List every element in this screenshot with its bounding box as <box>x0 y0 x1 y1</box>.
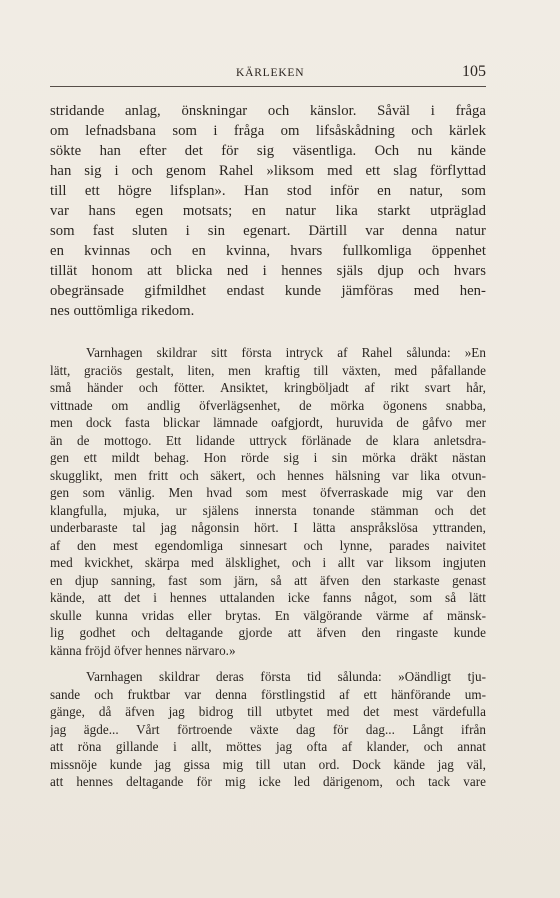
text-line: som fast sluten i sin egenart. Därtill var denna natur <box>50 223 486 239</box>
text-line: nes outtömliga rikedom. <box>50 303 195 319</box>
quote-line: känna fröjd öfver hennes närvaro.» <box>50 642 236 658</box>
quote-line: men dock fasta blickar lämnade oafgjordt, huruvida de gåfvo mer <box>50 415 486 430</box>
running-head: KÄRLEKEN <box>236 67 305 79</box>
main-paragraph <box>50 101 486 321</box>
quote-line: gen som vänlig. Men hvad som mest öfverraskade mig var den <box>50 485 486 500</box>
text-line: sökte han efter det för sig väsentliga. Och nu kände <box>50 143 486 159</box>
quote-line: underbaraste tal jag någonsin hört. I lätta anspråkslösa yttranden, <box>50 520 486 535</box>
quote-paragraph-2 <box>50 668 486 791</box>
text-line: stridande anlag, önskningar och känslor. Såväl i fråga <box>50 103 486 119</box>
text-line: om lefnadsbana som i fråga om lifsåskådning och kärlek <box>50 123 486 139</box>
quote-line: sande och fruktbar var denna förstlingstid af ett hänförande um- <box>50 686 486 702</box>
quote-line: jag ägde... Vårt förtroende växte dag för dag... Långt ifrån <box>50 721 486 737</box>
quote-line: gen ett mildt behag. Hon rörde sig i sin mörka dräkt nästan <box>50 450 486 465</box>
quote-line: små händer och fötter. Ansiktet, kringböljadt af rikt svart hår, <box>50 380 486 395</box>
quote-line: af den mest egendomliga sinnesart och lynne, parades naivitet <box>50 537 486 553</box>
page-number: 105 <box>462 63 486 80</box>
header-rule <box>50 86 486 87</box>
text-line: tillät honom att blicka ned i hennes själs djup och hvars <box>50 263 486 279</box>
page-header <box>50 63 486 86</box>
text-line: var hans egen motsats; en natur lika starkt utpräglad <box>50 203 486 219</box>
quote-paragraph-1 <box>50 344 486 659</box>
quote-line: lätt, graciös gestalt, liten, men kraftig till växten, med påfallande <box>50 362 486 378</box>
quote-line: att hennes deltagande för mig icke led därigenom, och tack vare <box>50 774 486 789</box>
quote-line: lig godhet och deltagande gjorde att äfven den ringaste kunde <box>50 625 486 640</box>
quote-line: Varnhagen skildrar deras första tid sålunda: »Oändligt tju- <box>86 669 486 684</box>
quote-line: en djup sanning, fast som järn, så att äfven den starkaste genast <box>50 572 486 588</box>
quote-line: med kvickhet, skärpa med älsklighet, och i allt var liksom ingjuten <box>50 555 486 570</box>
text-line: han sig i och genom Rahel »liksom med ett slag förflyttad <box>50 163 486 179</box>
quote-line: kände, att det i hennes uttalanden icke fanns något, som så lätt <box>50 590 486 605</box>
text-line: en kvinnas och en kvinna, hvars fullkomliga öppenhet <box>50 243 486 259</box>
quote-line: skulle kunna vridas eller brytas. En välgörande värme af mänsk- <box>50 607 486 623</box>
quote-line: att röna gillande i allt, möttes jag ofta af klander, och annat <box>50 739 486 754</box>
quote-line: än de mottogo. Ett lidande uttryck förlänade de klara anletsdra- <box>50 432 486 448</box>
quote-line: klangfulla, mjuka, ur själens innersta tonande stämman och det <box>50 502 486 518</box>
text-line: obegränsade gifmildhet endast kunde jämföras med hen- <box>50 283 486 299</box>
quote-line: missnöje kunde jag gissa mig till utan ord. Dock kände jag väl, <box>50 756 486 772</box>
quote-line: Varnhagen skildrar sitt första intryck af Rahel sålunda: »En <box>86 345 486 360</box>
text-line: till ett högre lifsplan». Han stod inför en natur, som <box>50 183 486 199</box>
quote-line: gänge, då äfven jag bidrog till utbytet med det mest värdefulla <box>50 704 486 719</box>
quote-line: vittnade om andlig öfverlägsenhet, de mörka ögonens snabba, <box>50 397 486 413</box>
quote-line: skugglikt, men fritt och säkert, och hennes hälsning var lika otvun- <box>50 467 486 483</box>
